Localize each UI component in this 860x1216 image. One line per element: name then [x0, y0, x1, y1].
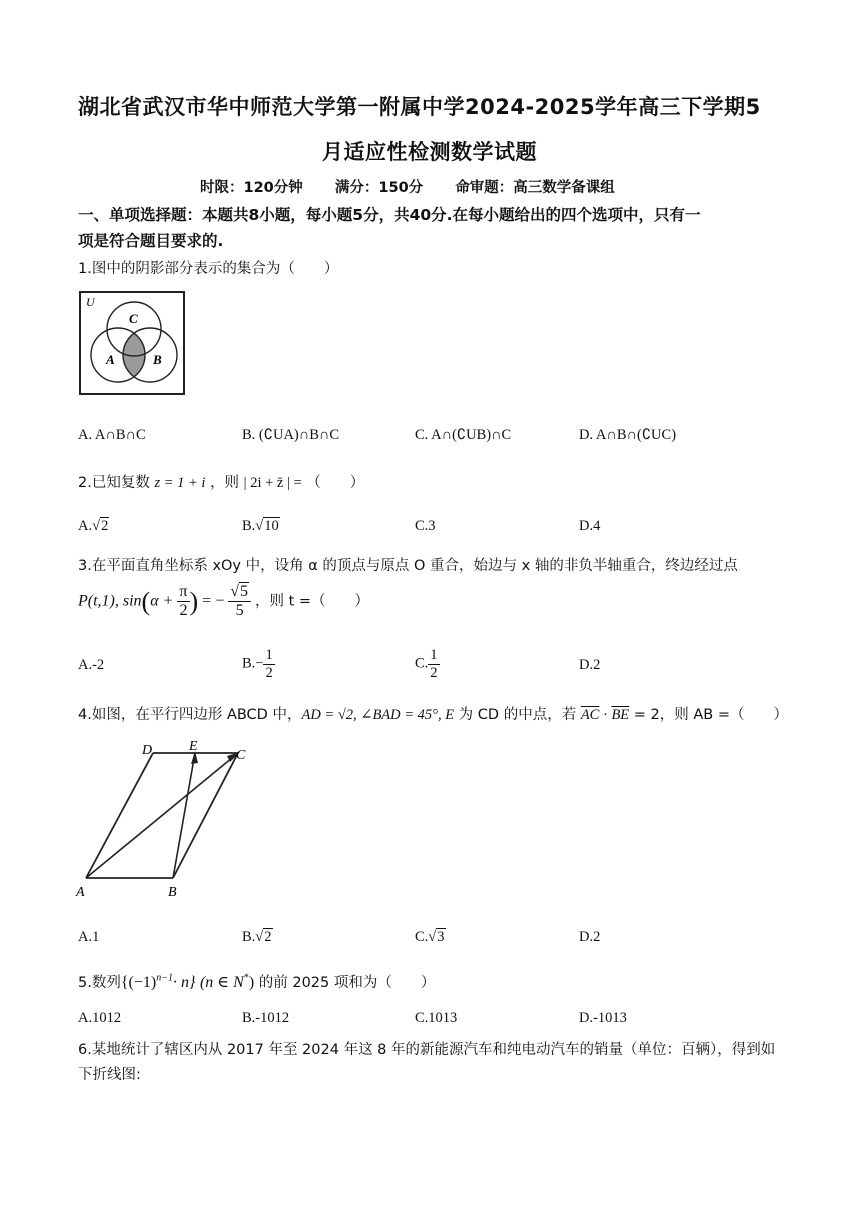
q1-option-c[interactable]: C. A∩(∁UB)∩C [415, 427, 512, 443]
fig-label-a: A [76, 885, 85, 900]
venn-label-b: B [153, 352, 162, 367]
q2-option-a[interactable]: A.√2 [78, 518, 109, 534]
q4-parallelogram-figure [74, 738, 264, 900]
q5-option-c[interactable]: C.1013 [415, 1010, 458, 1026]
q1-stem: 1.图中的阴影部分表示的集合为（ ） [78, 261, 339, 277]
title-line-1: 湖北省武汉市华中师范大学第一附属中学2024-2025学年高三下学期5 [78, 95, 761, 119]
q5-option-b[interactable]: B.-1012 [242, 1010, 290, 1026]
fig-label-e: E [189, 739, 198, 754]
q3-stem-line-1: 3.在平面直角坐标系 xOy 中，设角 α 的顶点与原点 O 重合，始边与 x 轴的非负半轴重合，终边经过点 [78, 558, 738, 574]
fig-label-b: B [168, 885, 177, 900]
q5-option-a[interactable]: A.1012 [78, 1010, 122, 1026]
q3-then: ，则 t =（ ） [255, 593, 370, 610]
q3-point: P(t,1), sin [78, 592, 142, 610]
q1-option-a[interactable]: A. A∩B∩C [78, 427, 146, 443]
q5-stem: 5.数列$\{(-1)^{n-1}\cdot n\}$ (n ∈ N*) 的前 2025 项和为（ ） [78, 972, 436, 991]
venn-label-c: C [129, 311, 138, 326]
q6-stem-line-1: 6.某地统计了辖区内从 2017 年至 2024 年这 8 年的新能源汽车和纯电动汽车的销量（单位：百辆），得到如 [78, 1042, 776, 1058]
section-1-line-1: 一、单项选择题：本题共8小题，每小题5分，共40分.在每小题给出的四个选项中，只有一 [78, 206, 701, 224]
q2-option-d[interactable]: D.4 [579, 518, 601, 534]
q2-stem-mid: ，则 [210, 475, 240, 491]
title-line-2: 月适应性检测数学试题 [322, 140, 537, 164]
q4-stem: 4.如图，在平行四边形 ABCD 中，AD = √2, ∠BAD = 45°, E 为 CD 的中点，若 $\overline{AC} \cdot \overline{BE} = 2$，则 AB =（ ） [78, 707, 788, 723]
q2-stem-z: z = 1 + i [154, 475, 206, 491]
q2-stem [78, 471, 364, 492]
q3-option-a[interactable]: A.-2 [78, 657, 105, 673]
q1-option-d[interactable]: D. A∩B∩(∁UC) [579, 427, 677, 443]
time-limit: 时限：120分钟 [200, 180, 303, 196]
q3-option-d[interactable]: D.2 [579, 657, 601, 673]
author: 命审题：高三数学备课组 [455, 180, 615, 196]
q5-option-d[interactable]: D.-1013 [579, 1010, 627, 1026]
q3-stem-line-2: P(t,1), sin(α + $\frac{\pi}{2}$ ) = − $\frac{√5}{5}$ ，则 t =（ ） [78, 583, 370, 620]
q4-option-d[interactable]: D.2 [579, 929, 601, 945]
q4-option-b[interactable]: B.√2 [242, 929, 272, 945]
q3-option-c[interactable]: C. $\frac{1}{2}$ [415, 647, 438, 681]
venn-label-a: A [106, 352, 115, 367]
q2-option-b[interactable]: B.√10 [242, 518, 279, 534]
q2-option-c[interactable]: C.3 [415, 518, 436, 534]
q6-stem-line-2: 下折线图: [78, 1067, 141, 1083]
q2-stem-post: （ ） [306, 475, 365, 491]
venn-label-u: U [86, 295, 95, 309]
fig-label-d: D [142, 743, 153, 758]
q2-stem-pre: 2.已知复数 [78, 475, 150, 491]
q4-option-a[interactable]: A.1 [78, 929, 100, 945]
q2-stem-expr: | 2i + z̄ | = [243, 475, 302, 491]
q1-venn-diagram [78, 290, 186, 396]
q4-option-c[interactable]: C.√3 [415, 929, 445, 945]
full-score: 满分：150分 [334, 180, 424, 196]
section-1-line-2: 项是符合题目要求的. [78, 232, 224, 250]
exam-meta [200, 176, 615, 197]
fig-label-c: C [236, 748, 246, 763]
q3-option-b[interactable]: B.− $\frac{1}{2}$ [242, 647, 273, 681]
q1-option-b[interactable]: B. (∁UA)∩B∩C [242, 427, 340, 443]
